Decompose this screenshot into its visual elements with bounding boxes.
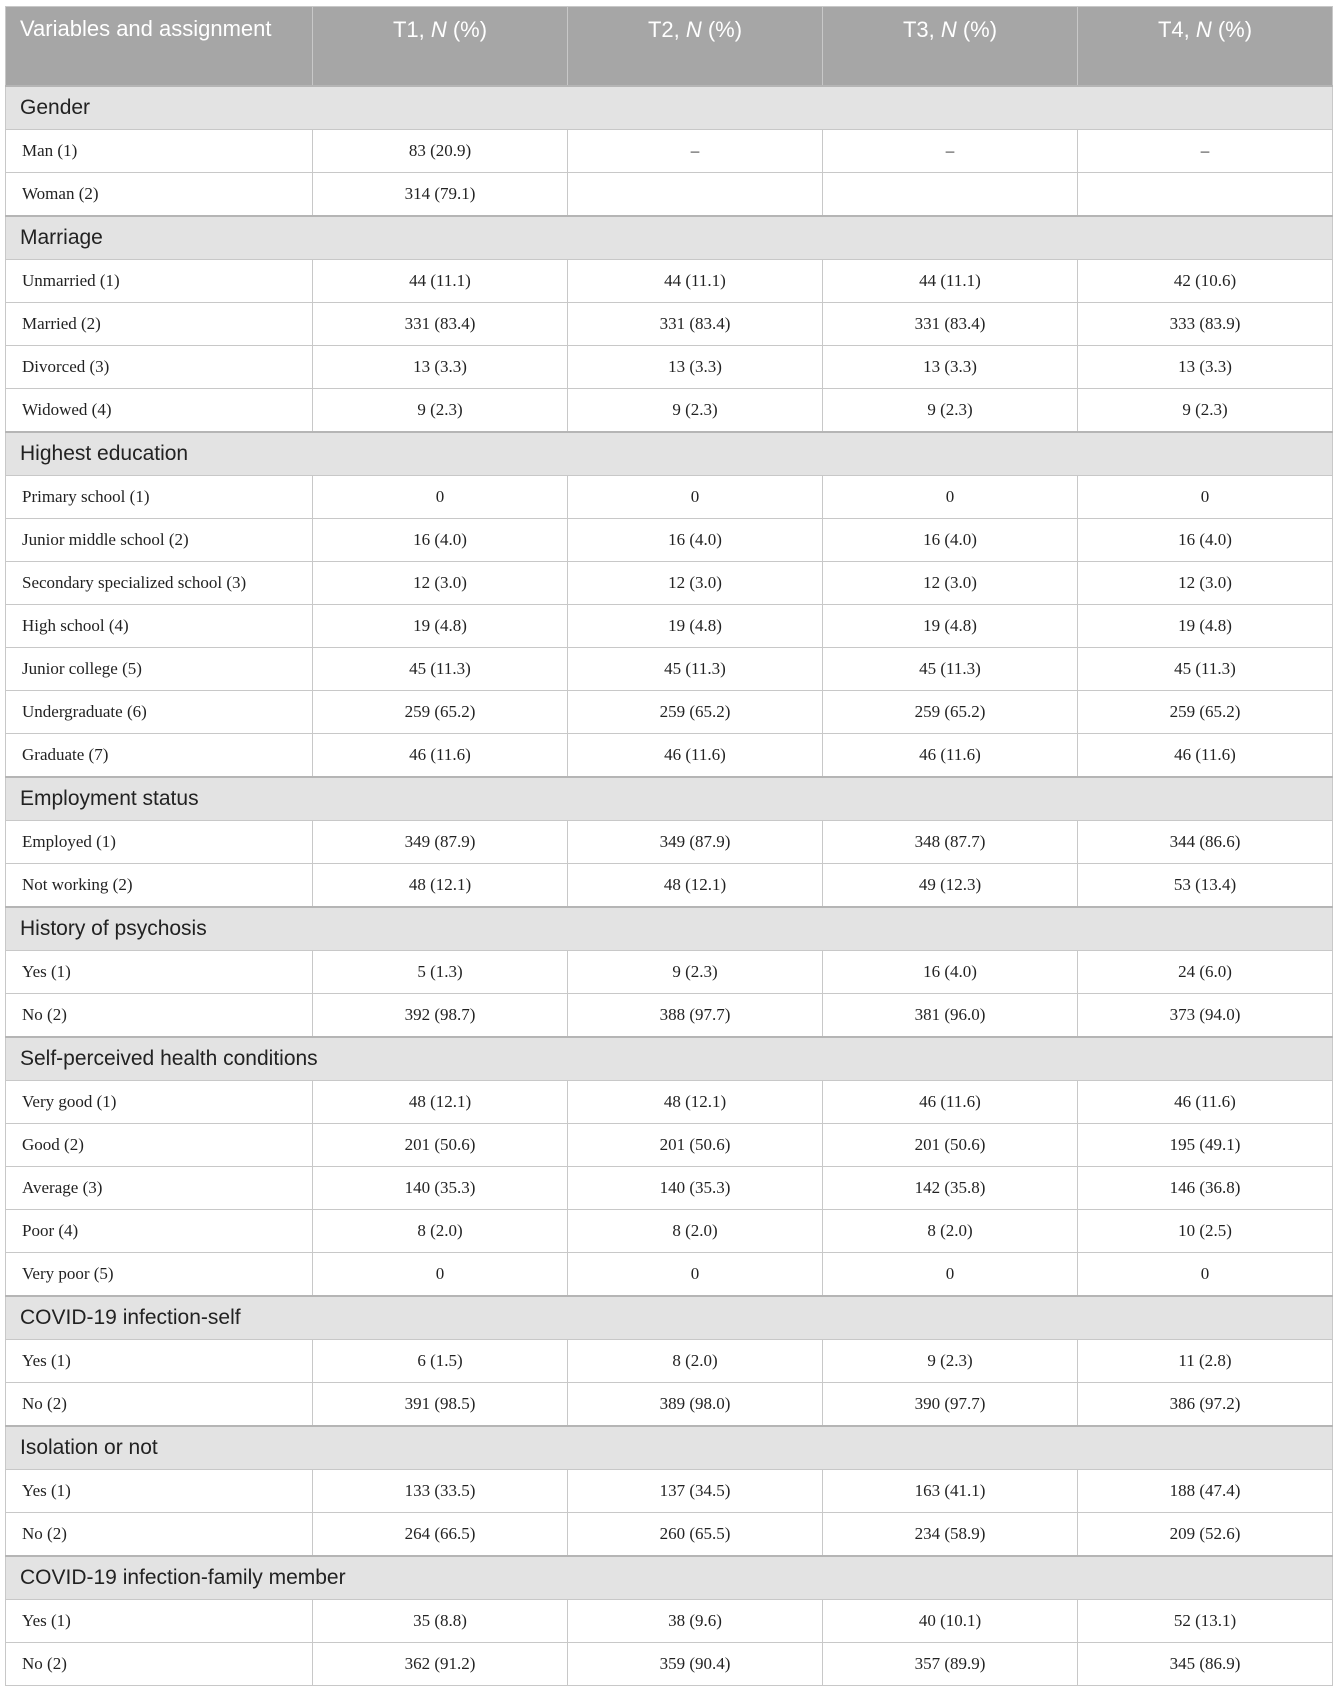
row-label: High school (4) xyxy=(6,605,313,648)
cell-t3: 357 (89.9) xyxy=(823,1643,1078,1686)
section-title: Isolation or not xyxy=(6,1426,1333,1470)
cell-t1: 0 xyxy=(313,476,568,519)
row-label: Employed (1) xyxy=(6,821,313,864)
cell-t3: 13 (3.3) xyxy=(823,346,1078,389)
cell-t2 xyxy=(568,173,823,217)
table-row xyxy=(6,1210,1333,1253)
cell-t4: 11 (2.8) xyxy=(1078,1340,1333,1383)
cell-t3: 163 (41.1) xyxy=(823,1470,1078,1513)
cell-t4: 13 (3.3) xyxy=(1078,346,1333,389)
cell-t1: 9 (2.3) xyxy=(313,389,568,433)
table-row xyxy=(6,1383,1333,1427)
cell-t2: 48 (12.1) xyxy=(568,1081,823,1124)
cell-t1: 5 (1.3) xyxy=(313,951,568,994)
row-label: Very poor (5) xyxy=(6,1253,313,1297)
cell-t1: 45 (11.3) xyxy=(313,648,568,691)
row-label: No (2) xyxy=(6,1383,313,1427)
cell-t3: 390 (97.7) xyxy=(823,1383,1078,1427)
cell-t1: 19 (4.8) xyxy=(313,605,568,648)
cell-t3: 331 (83.4) xyxy=(823,303,1078,346)
cell-t1: 314 (79.1) xyxy=(313,173,568,217)
cell-t1: 133 (33.5) xyxy=(313,1470,568,1513)
cell-t3: – xyxy=(823,130,1078,173)
cell-t1: 48 (12.1) xyxy=(313,1081,568,1124)
cell-t4: 195 (49.1) xyxy=(1078,1124,1333,1167)
header-t2: T2, N (%) xyxy=(568,7,823,87)
cell-t4: 209 (52.6) xyxy=(1078,1513,1333,1557)
table-row xyxy=(6,1470,1333,1513)
row-label: Man (1) xyxy=(6,130,313,173)
cell-t2: 260 (65.5) xyxy=(568,1513,823,1557)
cell-t3: 9 (2.3) xyxy=(823,389,1078,433)
table-row xyxy=(6,130,1333,173)
cell-t4: 19 (4.8) xyxy=(1078,605,1333,648)
cell-t4: 10 (2.5) xyxy=(1078,1210,1333,1253)
section-title: Marriage xyxy=(6,216,1333,260)
cell-t4: 9 (2.3) xyxy=(1078,389,1333,433)
row-label: Woman (2) xyxy=(6,173,313,217)
table-row xyxy=(6,173,1333,217)
cell-t3: 381 (96.0) xyxy=(823,994,1078,1038)
cell-t3 xyxy=(823,173,1078,217)
table-row xyxy=(6,389,1333,433)
cell-t4: 12 (3.0) xyxy=(1078,562,1333,605)
table-row xyxy=(6,1600,1333,1643)
cell-t2: 0 xyxy=(568,1253,823,1297)
cell-t3: 46 (11.6) xyxy=(823,1081,1078,1124)
cell-t4: 53 (13.4) xyxy=(1078,864,1333,908)
section-header xyxy=(6,1296,1333,1340)
row-label: Married (2) xyxy=(6,303,313,346)
row-label: Undergraduate (6) xyxy=(6,691,313,734)
cell-t3: 8 (2.0) xyxy=(823,1210,1078,1253)
demographics-table xyxy=(5,6,1333,1686)
section-header xyxy=(6,86,1333,130)
table-row xyxy=(6,1253,1333,1297)
cell-t4: 373 (94.0) xyxy=(1078,994,1333,1038)
cell-t4: – xyxy=(1078,130,1333,173)
section-title: COVID-19 infection-self xyxy=(6,1296,1333,1340)
table-row xyxy=(6,1124,1333,1167)
row-label: No (2) xyxy=(6,1513,313,1557)
cell-t2: 8 (2.0) xyxy=(568,1340,823,1383)
cell-t1: 8 (2.0) xyxy=(313,1210,568,1253)
cell-t1: 264 (66.5) xyxy=(313,1513,568,1557)
row-label: No (2) xyxy=(6,994,313,1038)
table-row xyxy=(6,346,1333,389)
cell-t4: 52 (13.1) xyxy=(1078,1600,1333,1643)
cell-t2: 45 (11.3) xyxy=(568,648,823,691)
cell-t2: 0 xyxy=(568,476,823,519)
cell-t1: 362 (91.2) xyxy=(313,1643,568,1686)
cell-t2: 38 (9.6) xyxy=(568,1600,823,1643)
cell-t3: 234 (58.9) xyxy=(823,1513,1078,1557)
cell-t3: 46 (11.6) xyxy=(823,734,1078,778)
row-label: Secondary specialized school (3) xyxy=(6,562,313,605)
cell-t1: 392 (98.7) xyxy=(313,994,568,1038)
cell-t2: 46 (11.6) xyxy=(568,734,823,778)
row-label: Yes (1) xyxy=(6,1340,313,1383)
section-title: Gender xyxy=(6,86,1333,130)
section-title: COVID-19 infection-family member xyxy=(6,1556,1333,1600)
row-label: Junior middle school (2) xyxy=(6,519,313,562)
row-label: Junior college (5) xyxy=(6,648,313,691)
cell-t2: 8 (2.0) xyxy=(568,1210,823,1253)
cell-t1: 46 (11.6) xyxy=(313,734,568,778)
table-row xyxy=(6,476,1333,519)
table-row xyxy=(6,648,1333,691)
cell-t4: 16 (4.0) xyxy=(1078,519,1333,562)
cell-t3: 9 (2.3) xyxy=(823,1340,1078,1383)
cell-t1: 259 (65.2) xyxy=(313,691,568,734)
cell-t3: 142 (35.8) xyxy=(823,1167,1078,1210)
cell-t3: 45 (11.3) xyxy=(823,648,1078,691)
cell-t2: 349 (87.9) xyxy=(568,821,823,864)
row-label: Not working (2) xyxy=(6,864,313,908)
cell-t1: 349 (87.9) xyxy=(313,821,568,864)
table-row xyxy=(6,1167,1333,1210)
cell-t4: 0 xyxy=(1078,1253,1333,1297)
cell-t4: 146 (36.8) xyxy=(1078,1167,1333,1210)
cell-t4: 42 (10.6) xyxy=(1078,260,1333,303)
cell-t2: 9 (2.3) xyxy=(568,951,823,994)
row-label: Primary school (1) xyxy=(6,476,313,519)
table-row xyxy=(6,864,1333,908)
cell-t1: 391 (98.5) xyxy=(313,1383,568,1427)
cell-t2: 331 (83.4) xyxy=(568,303,823,346)
cell-t1: 48 (12.1) xyxy=(313,864,568,908)
section-header xyxy=(6,432,1333,476)
cell-t4 xyxy=(1078,173,1333,217)
cell-t2: 48 (12.1) xyxy=(568,864,823,908)
section-title: Self-perceived health conditions xyxy=(6,1037,1333,1081)
table-row xyxy=(6,260,1333,303)
section-title: History of psychosis xyxy=(6,907,1333,951)
cell-t4: 333 (83.9) xyxy=(1078,303,1333,346)
row-label: No (2) xyxy=(6,1643,313,1686)
row-label: Widowed (4) xyxy=(6,389,313,433)
cell-t1: 6 (1.5) xyxy=(313,1340,568,1383)
cell-t2: 389 (98.0) xyxy=(568,1383,823,1427)
cell-t4: 0 xyxy=(1078,476,1333,519)
section-header xyxy=(6,1556,1333,1600)
cell-t4: 345 (86.9) xyxy=(1078,1643,1333,1686)
cell-t1: 16 (4.0) xyxy=(313,519,568,562)
row-label: Yes (1) xyxy=(6,1470,313,1513)
cell-t1: 35 (8.8) xyxy=(313,1600,568,1643)
table-row xyxy=(6,519,1333,562)
cell-t2: – xyxy=(568,130,823,173)
table-row xyxy=(6,691,1333,734)
cell-t3: 12 (3.0) xyxy=(823,562,1078,605)
row-label: Average (3) xyxy=(6,1167,313,1210)
cell-t3: 49 (12.3) xyxy=(823,864,1078,908)
row-label: Graduate (7) xyxy=(6,734,313,778)
row-label: Unmarried (1) xyxy=(6,260,313,303)
cell-t2: 12 (3.0) xyxy=(568,562,823,605)
cell-t4: 24 (6.0) xyxy=(1078,951,1333,994)
cell-t3: 201 (50.6) xyxy=(823,1124,1078,1167)
table-row xyxy=(6,994,1333,1038)
cell-t2: 201 (50.6) xyxy=(568,1124,823,1167)
table-row xyxy=(6,951,1333,994)
cell-t2: 137 (34.5) xyxy=(568,1470,823,1513)
cell-t1: 83 (20.9) xyxy=(313,130,568,173)
cell-t2: 19 (4.8) xyxy=(568,605,823,648)
cell-t2: 9 (2.3) xyxy=(568,389,823,433)
cell-t4: 344 (86.6) xyxy=(1078,821,1333,864)
cell-t1: 44 (11.1) xyxy=(313,260,568,303)
cell-t1: 140 (35.3) xyxy=(313,1167,568,1210)
cell-t3: 40 (10.1) xyxy=(823,1600,1078,1643)
cell-t1: 331 (83.4) xyxy=(313,303,568,346)
row-label: Yes (1) xyxy=(6,1600,313,1643)
section-title: Highest education xyxy=(6,432,1333,476)
row-label: Good (2) xyxy=(6,1124,313,1167)
cell-t3: 0 xyxy=(823,476,1078,519)
table-row xyxy=(6,303,1333,346)
table-row xyxy=(6,1081,1333,1124)
table-header xyxy=(6,7,1333,87)
cell-t1: 13 (3.3) xyxy=(313,346,568,389)
cell-t4: 46 (11.6) xyxy=(1078,734,1333,778)
table-row xyxy=(6,1643,1333,1686)
row-label: Very good (1) xyxy=(6,1081,313,1124)
table-row xyxy=(6,1340,1333,1383)
cell-t3: 16 (4.0) xyxy=(823,519,1078,562)
cell-t1: 201 (50.6) xyxy=(313,1124,568,1167)
table-body xyxy=(6,86,1333,1686)
cell-t4: 386 (97.2) xyxy=(1078,1383,1333,1427)
table-row xyxy=(6,1513,1333,1557)
cell-t3: 19 (4.8) xyxy=(823,605,1078,648)
cell-t2: 359 (90.4) xyxy=(568,1643,823,1686)
cell-t2: 140 (35.3) xyxy=(568,1167,823,1210)
header-variables: Variables and assignment xyxy=(6,7,313,87)
cell-t4: 188 (47.4) xyxy=(1078,1470,1333,1513)
cell-t3: 348 (87.7) xyxy=(823,821,1078,864)
table-row xyxy=(6,562,1333,605)
cell-t4: 259 (65.2) xyxy=(1078,691,1333,734)
cell-t3: 16 (4.0) xyxy=(823,951,1078,994)
cell-t2: 388 (97.7) xyxy=(568,994,823,1038)
cell-t2: 13 (3.3) xyxy=(568,346,823,389)
section-header xyxy=(6,1426,1333,1470)
cell-t3: 44 (11.1) xyxy=(823,260,1078,303)
header-t4: T4, N (%) xyxy=(1078,7,1333,87)
table-row xyxy=(6,605,1333,648)
header-t3: T3, N (%) xyxy=(823,7,1078,87)
table-row xyxy=(6,821,1333,864)
cell-t4: 46 (11.6) xyxy=(1078,1081,1333,1124)
section-header xyxy=(6,777,1333,821)
cell-t2: 16 (4.0) xyxy=(568,519,823,562)
cell-t3: 259 (65.2) xyxy=(823,691,1078,734)
section-title: Employment status xyxy=(6,777,1333,821)
cell-t1: 12 (3.0) xyxy=(313,562,568,605)
cell-t2: 259 (65.2) xyxy=(568,691,823,734)
row-label: Yes (1) xyxy=(6,951,313,994)
cell-t2: 44 (11.1) xyxy=(568,260,823,303)
cell-t4: 45 (11.3) xyxy=(1078,648,1333,691)
row-label: Divorced (3) xyxy=(6,346,313,389)
cell-t1: 0 xyxy=(313,1253,568,1297)
section-header xyxy=(6,907,1333,951)
header-t1: T1, N (%) xyxy=(313,7,568,87)
cell-t3: 0 xyxy=(823,1253,1078,1297)
section-header xyxy=(6,216,1333,260)
row-label: Poor (4) xyxy=(6,1210,313,1253)
table-row xyxy=(6,734,1333,778)
section-header xyxy=(6,1037,1333,1081)
